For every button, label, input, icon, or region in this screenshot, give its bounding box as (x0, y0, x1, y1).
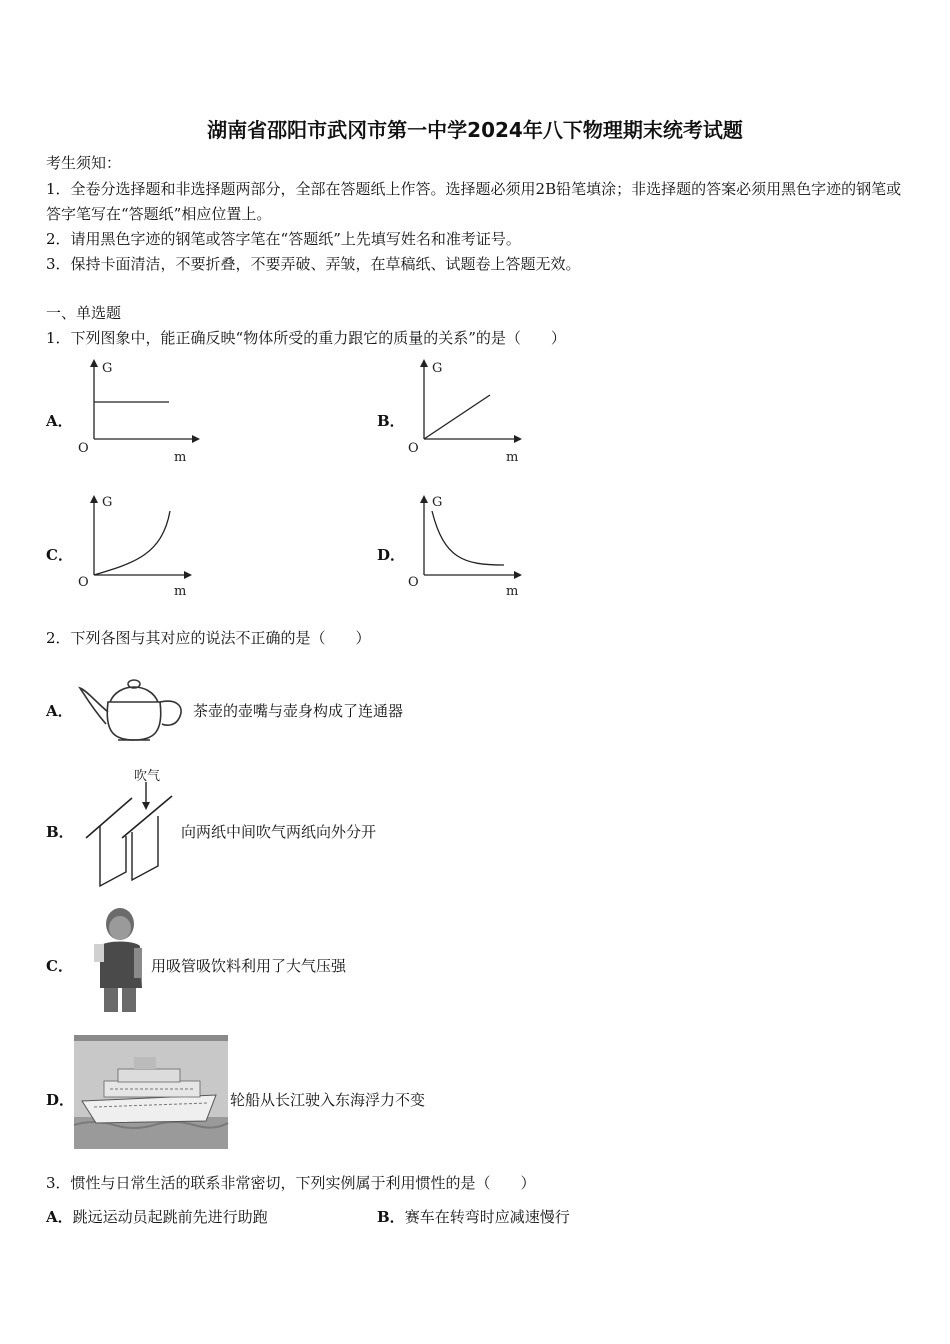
q2-option-a-text: 茶壶的壶嘴与壶身构成了连通器 (193, 702, 404, 720)
q2-option-d-label[interactable]: D． (46, 1091, 75, 1109)
q2-option-c-text: 用吸管吸饮料利用了大气压强 (151, 957, 347, 975)
q3-option-b[interactable] (377, 1206, 570, 1227)
graph-b-curve (424, 395, 490, 439)
axis-x-label: m (506, 450, 519, 465)
notice-item-2: 2．请用黑色字迹的钢笔或答字笔在“答题纸”上先填写姓名和准考证号。 (46, 230, 521, 248)
q1-graph-a (74, 355, 204, 465)
q1-graph-d (404, 489, 534, 599)
graph-d-curve (432, 511, 504, 565)
q1-graph-b (404, 355, 534, 465)
axis-y-label: G (432, 495, 443, 510)
q2-option-b-text: 向两纸中间吹气两纸向外分开 (181, 823, 377, 841)
notice-item-1: 1．全卷分选择题和非选择题两部分，全部在答题纸上作答。选择题必须用2B铅笔填涂；非选择题的答案必须用黑色字迹的钢笔或答字笔写在“答题纸”相应位置上。 (46, 180, 902, 223)
teapot-image (78, 662, 190, 746)
section-heading: 一、单选题 (46, 304, 122, 322)
q3-option-a[interactable] (46, 1206, 268, 1227)
q3-option-a-label: A． (46, 1208, 73, 1226)
axis-y-label: G (432, 361, 443, 376)
q1-option-c-label[interactable]: C． (46, 546, 73, 564)
axis-y-label: G (102, 495, 113, 510)
q2-option-a-label[interactable]: A． (46, 702, 73, 720)
origin-label: O (408, 441, 419, 456)
papers-blowing-image (82, 762, 182, 890)
origin-label: O (78, 575, 89, 590)
axis-y-label: G (102, 361, 113, 376)
q3-stem: 3．惯性与日常生活的联系非常密切，下列实例属于利用惯性的是（ ） (46, 1174, 536, 1192)
notice-item-3: 3．保持卡面清洁，不要折叠，不要弄破、弄皱，在草稿纸、试题卷上答题无效。 (46, 255, 581, 273)
q1-option-b-label[interactable]: B． (377, 412, 405, 430)
ship-image (74, 1035, 228, 1149)
q2-option-d-text: 轮船从长江驶入东海浮力不变 (230, 1091, 426, 1109)
axis-x-label: m (174, 450, 187, 465)
q2-option-c-label[interactable]: C． (46, 957, 73, 975)
q2-stem: 2．下列各图与其对应的说法不正确的是（ ） (46, 629, 371, 647)
q1-option-a-label[interactable]: A． (46, 412, 73, 430)
q1-option-d-label[interactable]: D． (377, 546, 406, 564)
axis-x-label: m (174, 584, 187, 599)
graph-c-curve (94, 511, 170, 575)
q3-option-a-text: 跳远运动员起跳前先进行助跑 (72, 1208, 268, 1226)
axis-x-label: m (506, 584, 519, 599)
page-title: 湖南省邵阳市武冈市第一中学2024年八下物理期末统考试题 (207, 118, 743, 142)
origin-label: O (78, 441, 89, 456)
q3-option-b-text: 赛车在转弯时应减速慢行 (404, 1208, 570, 1226)
boy-drinking-image (86, 904, 150, 1016)
q1-graph-c (74, 489, 204, 599)
q3-option-b-label: B． (377, 1208, 405, 1226)
blow-caption: 吹气 (134, 769, 161, 784)
origin-label: O (408, 575, 419, 590)
notice-heading: 考生须知： (46, 154, 122, 172)
q2-option-b-label[interactable]: B． (46, 823, 74, 841)
q1-stem: 1．下列图象中，能正确反映“物体所受的重力跟它的质量的关系”的是（ ） (46, 329, 566, 347)
